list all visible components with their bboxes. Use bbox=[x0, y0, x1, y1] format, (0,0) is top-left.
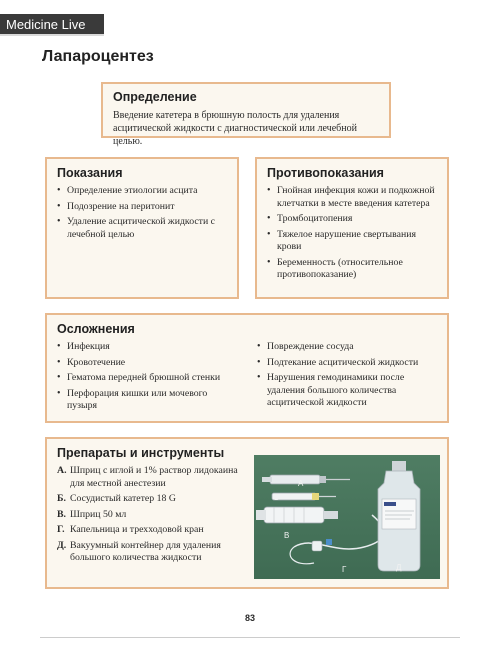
item-text: Вакуумный контейнер для удаления большого количества жидкости bbox=[70, 539, 221, 563]
item-letter: А. bbox=[57, 465, 67, 476]
footer-rule bbox=[40, 637, 460, 638]
instruments-photo bbox=[254, 455, 440, 579]
definition-heading: Определение bbox=[113, 90, 197, 104]
photo-label-b: Б bbox=[274, 493, 280, 502]
item-text: Капельница и трехходовой кран bbox=[70, 524, 204, 535]
list-item: • Тяжелое нарушение свертывания крови bbox=[267, 229, 437, 254]
list-item: • Беременность (относительное противопоказание) bbox=[267, 257, 437, 282]
list-item bbox=[57, 524, 242, 537]
list-item: • Тромбоцитопения bbox=[267, 213, 437, 226]
list-item: • Гнойная инфекция кожи и подкожной клетчатки в месте введения катетера bbox=[267, 185, 437, 210]
complications-left-list bbox=[57, 341, 237, 416]
syringe-small bbox=[262, 475, 350, 484]
preparations-list bbox=[57, 465, 242, 565]
item-letter: Б. bbox=[57, 493, 66, 504]
item-letter: В. bbox=[57, 508, 66, 520]
list-item: • Подтекание асцитической жидкости bbox=[257, 357, 437, 370]
item-letter: Д. bbox=[57, 539, 67, 551]
indications-list bbox=[57, 185, 227, 241]
list-item: • Повреждение сосуда bbox=[257, 341, 437, 354]
page-title: Лапароцентез bbox=[42, 48, 154, 65]
list-item: • Гематома передней брюшной стенки bbox=[57, 372, 237, 385]
list-item: • Определение этиологии асцита bbox=[57, 185, 227, 198]
photo-label-v: В bbox=[284, 531, 290, 540]
item-text: Сосудистый катетер 18 G bbox=[70, 493, 176, 504]
page-number: 83 bbox=[244, 613, 255, 623]
definition-text: Введение катетера в брюшную полость для удаления асцитической жидкости с диагностической или лечебной целью. bbox=[113, 110, 357, 147]
list-item: • Инфекция bbox=[57, 341, 237, 354]
list-item bbox=[57, 493, 242, 506]
item-text: Шприц с иглой и 1% раствор лидокаина для местной анестезии bbox=[70, 465, 238, 489]
indications-box bbox=[45, 157, 239, 299]
preparations-heading: Препараты и инструменты bbox=[57, 446, 225, 460]
item-letter: Г. bbox=[57, 524, 65, 535]
list-item bbox=[57, 465, 242, 490]
indications-heading: Показания bbox=[57, 166, 123, 180]
definition-box bbox=[101, 82, 391, 147]
watermark-logo: Medicine Live bbox=[0, 14, 104, 36]
complications-box bbox=[45, 313, 449, 423]
photo-label-d: Д bbox=[396, 563, 402, 572]
list-item: • Нарушения гемодинамики после удаления большого количества асцитической жидкости bbox=[257, 372, 437, 410]
list-item bbox=[57, 540, 242, 565]
photo-label-a: А bbox=[298, 479, 304, 488]
vacuum-bottle bbox=[378, 461, 420, 571]
list-item: • Перфорация кишки или мочевого пузыря bbox=[57, 388, 237, 413]
item-text: Шприц 50 мл bbox=[70, 508, 127, 520]
contraindications-box bbox=[255, 157, 449, 299]
list-item bbox=[57, 509, 242, 522]
instruments-illustration bbox=[254, 455, 440, 579]
list-item: • Подозрение на перитонит bbox=[57, 201, 227, 214]
photo-label-g: Г bbox=[342, 565, 347, 574]
contraindications-list bbox=[267, 185, 437, 282]
vascular-catheter bbox=[272, 493, 336, 500]
syringe-50ml bbox=[256, 507, 338, 523]
list-item: • Кровотечение bbox=[57, 357, 237, 370]
contraindications-heading: Противопоказания bbox=[267, 166, 384, 180]
complications-right-list bbox=[257, 341, 437, 416]
list-item: • Удаление асцитической жидкости с лечебной целью bbox=[57, 216, 227, 241]
complications-heading: Осложнения bbox=[57, 322, 135, 336]
